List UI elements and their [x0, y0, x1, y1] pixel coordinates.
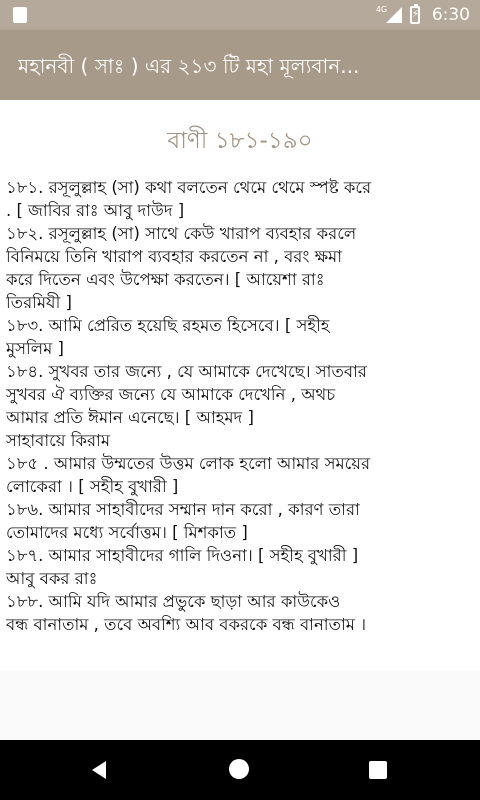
text-line: তিরমিযী ] — [6, 293, 72, 312]
text-line: ১৮২. রসূলুল্লাহ (সা) সাথে কেউ খারাপ ব্যবহার করলে — [6, 224, 357, 243]
signal-4g-icon — [376, 5, 402, 25]
navigation-bar — [0, 740, 480, 800]
status-bar — [0, 0, 480, 30]
text-line: ১৮৭. আমার সাহাবীদের গালি দিওনা। [ সহীহ বুখারী ] — [6, 546, 359, 565]
recents-icon[interactable] — [369, 761, 387, 779]
text-line: ১৮৪. সুখবর তার জন্যে , যে আমাকে দেখেছে। সাতবার — [6, 362, 367, 381]
sim-card-icon — [13, 7, 27, 23]
text-line: সুখবর ঐ ব্যক্তির জন্যে যে আমাকে দেখেনি , অথচ — [6, 385, 336, 404]
text-line: ১৮১. রসূলুল্লাহ (সা) কথা বলতেন থেমে থেমে স্পষ্ট করে — [6, 178, 372, 197]
text-line: বন্ধ বানাতাম , তবে অবশ্যি আব বকরকে বন্ধ বানাতাম । — [6, 615, 367, 634]
text-line: তোমাদের মধ্যে সর্বোত্তম। [ মিশকাত ] — [6, 523, 248, 542]
text-line: ১৮৫ . আমার উম্মতের উত্তম লোক হলো আমার সময়ের — [6, 454, 371, 473]
app-bar — [0, 30, 480, 100]
status-time: 6:30 — [431, 5, 470, 25]
text-line: মুসলিম ] — [6, 339, 64, 358]
text-line: লোকেরা । [ সহীহ বুখারী ] — [6, 477, 179, 496]
text-line: আমার প্রতি ঈমান এনেছে। [ আহমদ ] — [6, 408, 254, 427]
section-title: বাণী ১৮১-১৯০ — [167, 128, 313, 154]
text-line: বিনিময়ে তিনি খারাপ ব্যবহার করতেন না , বরং ক্ষমা — [6, 247, 343, 266]
content-scroll-area[interactable] — [0, 100, 480, 670]
network-type-label: 4G — [375, 5, 388, 14]
text-line: আবু বকর রাঃ — [6, 569, 98, 588]
text-line: ১৮৬. আমার সাহাবীদের সম্মান দান করো , কারণ তারা — [6, 500, 360, 519]
text-line: সাহাবায়ে কিরাম — [6, 431, 110, 450]
text-line: করে দিতেন এবং উপেক্ষা করতেন। [ আয়েশা রাঃ — [6, 270, 325, 289]
text-line: ১৮৮. আমি যদি আমার প্রভুকে ছাড়া আর কাউকেও — [6, 592, 341, 611]
status-icons — [376, 0, 470, 30]
hadith-text — [6, 176, 474, 636]
home-icon[interactable] — [229, 759, 249, 779]
app-title: মহানবী ( সাঃ ) এর ২১৩ টি মহা মূল্যবান... — [18, 54, 360, 78]
battery-charging-icon: ⚡ — [410, 6, 420, 24]
back-icon[interactable] — [92, 761, 106, 779]
text-line: ১৮৩. আমি প্রেরিত হয়েছি রহমত হিসেবে। [ সহীহ — [6, 316, 330, 335]
bottom-blank-area — [0, 670, 480, 740]
text-line: . [ জাবির রাঃ আবু দাউদ ] — [6, 201, 185, 220]
